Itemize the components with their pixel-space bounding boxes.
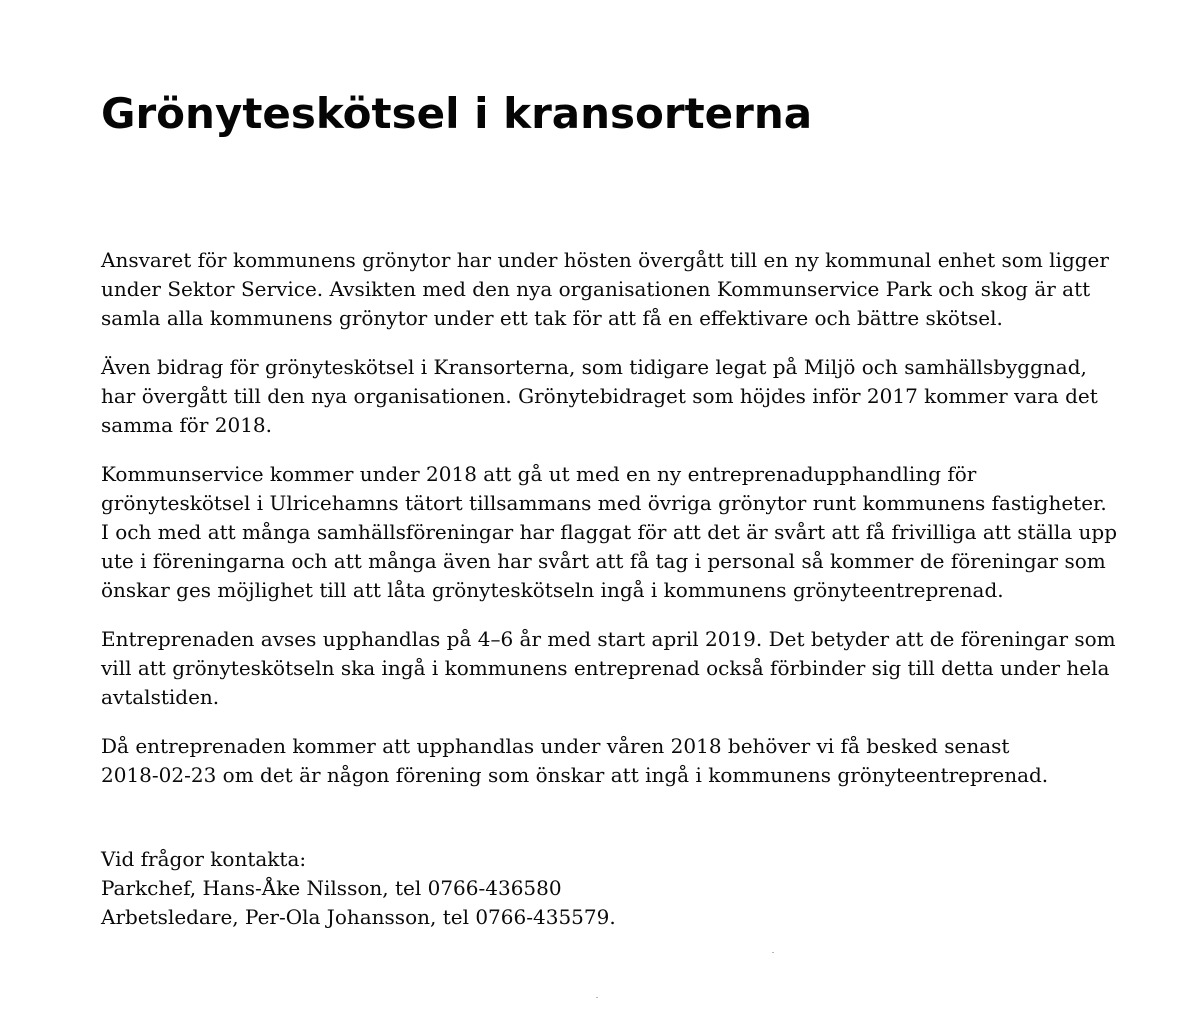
document-body	[101, 246, 1161, 810]
text-line: ute i föreningarna och att många även har svårt att få tag i personal så kommer de föreningar som	[101, 549, 1106, 573]
contact-person: Parkchef, Hans-Åke Nilsson, tel 0766-436580	[101, 876, 562, 900]
text-line: samla alla kommunens grönytor under ett tak för att få en effektivare och bättre skötsel.	[101, 306, 1003, 330]
text-line: Ansvaret för kommunens grönytor har under hösten övergått till en ny kommunal enhet som ligger	[101, 248, 1109, 272]
text-line: samma för 2018.	[101, 413, 273, 437]
text-line: under Sektor Service. Avsikten med den nya organisationen Kommunservice Park och skog är att	[101, 277, 1091, 301]
paragraph-responsibility	[101, 246, 1161, 333]
text-line: grönyteskötsel i Ulricehamns tätort tillsammans med övriga grönytor runt kommunens fastigheter.	[101, 491, 1107, 515]
text-line: Kommunservice kommer under 2018 att gå ut med en ny entreprenadupphandling för	[101, 462, 977, 486]
paragraph-contract-period	[101, 625, 1161, 712]
text-line: Även bidrag för grönyteskötsel i Kransorterna, som tidigare legat på Miljö och samhällsbyggnad,	[101, 355, 1087, 379]
contact-intro: Vid frågor kontakta:	[101, 847, 307, 871]
paragraph-procurement	[101, 460, 1161, 605]
scan-speck	[772, 952, 774, 953]
paragraph-deadline	[101, 732, 1161, 790]
text-line: har övergått till den nya organisationen. Grönytebidraget som höjdes inför 2017 kommer vara det	[101, 384, 1098, 408]
text-line: Entreprenaden avses upphandlas på 4–6 år med start april 2019. Det betyder att de föreningar som	[101, 627, 1116, 651]
text-line: avtalstiden.	[101, 685, 220, 709]
text-line: Då entreprenaden kommer att upphandlas under våren 2018 behöver vi få besked senast	[101, 734, 1010, 758]
text-line: 2018-02-23 om det är någon förening som önskar att ingå i kommunens grönyteentreprenad.	[101, 763, 1049, 787]
document-title: Grönyteskötsel i kransorterna	[101, 89, 813, 138]
paragraph-grant	[101, 353, 1161, 440]
scan-speck	[596, 997, 598, 998]
text-line: önskar ges möjlighet till att låta grönyteskötseln ingå i kommunens grönyteentreprenad.	[101, 578, 1004, 602]
contact-block	[101, 845, 616, 932]
text-line: I och med att många samhällsföreningar har flaggat för att det är svårt att få frivilliga att ställa upp	[101, 520, 1118, 544]
text-line: vill att grönyteskötseln ska ingå i kommunens entreprenad också förbinder sig till detta under hela	[101, 656, 1110, 680]
contact-person: Arbetsledare, Per-Ola Johansson, tel 0766-435579.	[101, 905, 616, 929]
